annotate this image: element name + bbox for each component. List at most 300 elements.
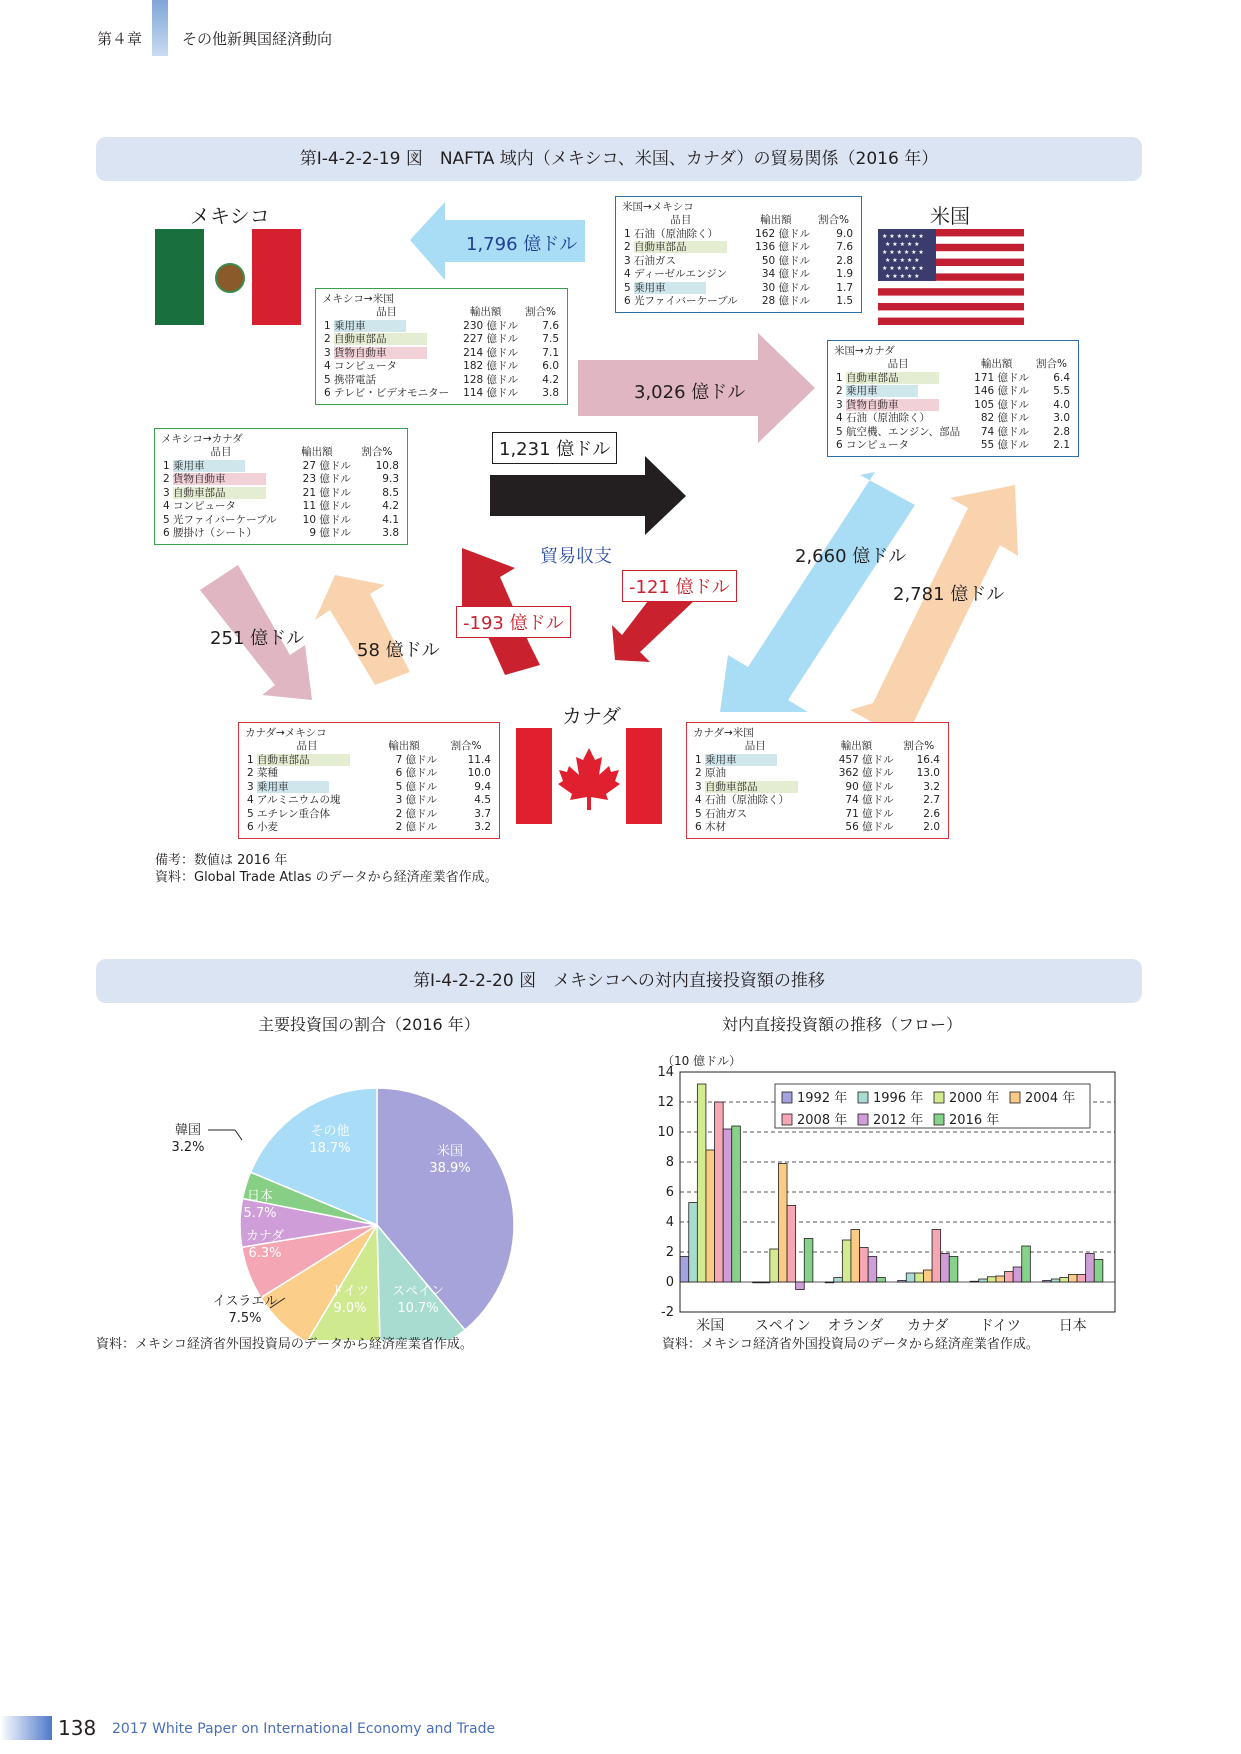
usa-flag <box>878 229 1024 325</box>
table-title: メキシコ→カナダ <box>161 433 243 445</box>
pie-label: 韓国 <box>174 1123 202 1138</box>
column-header: 割合% <box>1036 358 1068 370</box>
table-row <box>322 347 561 361</box>
cell-item: 4 石油（原油除く） <box>836 412 931 424</box>
x-tick-label: 日本 <box>1058 1318 1087 1334</box>
cell-amount: 28 億ドル <box>761 295 811 307</box>
x-tick-label: オランダ <box>827 1318 883 1334</box>
cell-item: 4 ディーゼルエンジン <box>624 268 727 280</box>
table-title: カナダ→メキシコ <box>245 727 327 739</box>
table-mexico-to-us <box>315 288 568 405</box>
legend-label: 2016 年 <box>949 1113 1000 1128</box>
arrow-us-to-canada <box>720 472 915 712</box>
cell-amount: 21 億ドル <box>302 486 351 499</box>
cell-item: 4 アルミニウムの塊 <box>247 794 341 806</box>
chapter-title: その他新興国経済動向 <box>182 30 333 48</box>
cell-share: 10.8 <box>375 459 399 472</box>
cell-share: 4.1 <box>382 513 399 526</box>
svg-text:★ ★ ★ ★ ★: ★ ★ ★ ★ ★ <box>885 273 920 280</box>
bar <box>842 1240 851 1282</box>
table-row <box>834 385 1072 399</box>
canada-flag <box>516 728 662 824</box>
bar <box>979 1279 988 1282</box>
cell-amount: 82 億ドル <box>980 412 1030 424</box>
legend-swatch <box>1010 1092 1020 1103</box>
bar <box>906 1273 915 1282</box>
cell-share: 2.1 <box>1053 439 1070 451</box>
cell-item: 6 テレビ・ビデオモニター <box>324 387 450 399</box>
trade-table <box>834 358 1072 453</box>
bar <box>1022 1246 1031 1282</box>
bar <box>1068 1275 1077 1283</box>
column-header: 割合% <box>361 446 393 458</box>
cell-share: 2.8 <box>836 254 853 267</box>
cell-share: 1.7 <box>836 281 853 294</box>
pie-value-label: 5.7% <box>243 1206 277 1221</box>
cell-item: 1 乗用車 <box>693 754 818 768</box>
table-row <box>622 255 855 269</box>
column-header: 品目 <box>210 446 232 458</box>
table-row <box>245 767 493 781</box>
cell-share: 2.7 <box>923 794 940 806</box>
x-tick-label: スペイン <box>754 1318 811 1334</box>
legend-label: 2004 年 <box>1025 1091 1076 1106</box>
bar <box>697 1084 706 1282</box>
bar-chart-title: 対内直接投資額の推移（フロー） <box>722 1015 963 1034</box>
cell-amount: 105 億ドル <box>974 398 1030 411</box>
y-tick-label: 2 <box>665 1245 674 1260</box>
trade-table <box>322 306 561 401</box>
country-name-mexico: メキシコ <box>190 204 270 228</box>
cell-item: 6 小麦 <box>247 821 279 833</box>
table-row <box>161 460 401 474</box>
label-us-to-mexico: 1,796 億ドル <box>466 234 578 255</box>
table-row <box>834 372 1072 386</box>
arrow-canada-to-mexico <box>315 575 410 685</box>
pie-chart-title: 主要投資国の割合（2016 年） <box>258 1015 480 1034</box>
cell-share: 7.5 <box>542 333 559 345</box>
bar <box>877 1278 886 1283</box>
cell-item: 3 自動車部品 <box>693 781 818 795</box>
pie-label: 日本 <box>246 1189 274 1204</box>
column-header: 割合% <box>450 740 482 752</box>
cell-item: 2 自動車部品 <box>322 333 451 347</box>
cell-share: 3.8 <box>542 387 559 399</box>
column-header: 品目 <box>887 358 909 370</box>
cell-share: 7.6 <box>542 319 559 332</box>
cell-item: 6 腰掛け（シート） <box>163 527 258 539</box>
cell-item: 3 自動車部品 <box>161 487 281 501</box>
table-title: メキシコ→米国 <box>322 293 394 305</box>
y-tick-label: 12 <box>657 1095 674 1110</box>
cell-item: 5 携帯電話 <box>324 373 377 386</box>
bar <box>1094 1260 1103 1283</box>
bar <box>868 1257 877 1283</box>
cell-amount: 3 億ドル <box>395 794 438 806</box>
cell-amount: 9 億ドル <box>309 527 351 539</box>
bar <box>778 1164 787 1283</box>
bar <box>680 1257 689 1283</box>
table-row <box>693 754 942 768</box>
cell-amount: 182 億ドル <box>463 360 519 372</box>
cell-amount: 55 億ドル <box>980 439 1030 451</box>
chart-legend <box>775 1084 1090 1128</box>
cell-amount: 50 億ドル <box>761 254 811 267</box>
cell-item: 3 石油ガス <box>624 254 677 267</box>
bar <box>923 1270 932 1282</box>
cell-share: 7.1 <box>542 346 559 359</box>
pie-value-label: 9.0% <box>333 1301 367 1316</box>
cell-share: 2.6 <box>923 807 940 820</box>
cell-item: 5 乗用車 <box>622 282 740 296</box>
cell-item: 1 乗用車 <box>322 320 451 334</box>
table-us-to-canada <box>827 340 1079 457</box>
x-tick-label: 米国 <box>696 1318 725 1334</box>
legend-swatch <box>934 1114 944 1125</box>
bar <box>689 1203 698 1283</box>
bar <box>1077 1275 1086 1283</box>
label-balance-mexico-us: 1,231 億ドル <box>492 432 617 464</box>
legend-label: 2008 年 <box>797 1113 848 1128</box>
svg-text:★ ★ ★ ★ ★ ★: ★ ★ ★ ★ ★ ★ <box>882 233 924 240</box>
cell-share: 13.0 <box>916 767 940 779</box>
x-tick-label: カナダ <box>907 1318 949 1334</box>
cell-item: 6 木材 <box>695 821 727 833</box>
pie-value-label: 7.5% <box>228 1311 262 1326</box>
cell-amount: 30 億ドル <box>761 281 811 294</box>
table-row <box>322 320 561 334</box>
cell-amount: 74 億ドル <box>980 425 1030 438</box>
cell-item: 2 自動車部品 <box>622 241 740 255</box>
label-mexico-to-us: 3,026 億ドル <box>634 382 746 403</box>
table-row <box>322 374 561 388</box>
y-tick-label: 14 <box>657 1065 674 1080</box>
legend-swatch <box>934 1092 944 1103</box>
table-row <box>834 412 1072 426</box>
column-header: 輸出額 <box>388 740 420 752</box>
cell-item: 2 乗用車 <box>834 385 962 399</box>
bar <box>732 1126 741 1282</box>
pie-label: 米国 <box>436 1144 464 1159</box>
table-row <box>693 808 942 822</box>
column-header: 輸出額 <box>301 446 333 458</box>
cell-item: 5 石油ガス <box>695 807 748 820</box>
cell-share: 9.0 <box>836 227 853 240</box>
bar <box>787 1206 796 1283</box>
cell-amount: 162 億ドル <box>755 227 811 240</box>
table-row <box>622 228 855 242</box>
table-row <box>622 282 855 296</box>
table-row <box>693 767 942 781</box>
table-row <box>161 473 401 487</box>
cell-share: 11.4 <box>467 753 491 766</box>
table-row <box>693 821 942 835</box>
cell-item: 1 乗用車 <box>161 460 281 474</box>
table-row <box>834 399 1072 413</box>
table-row <box>622 268 855 282</box>
trade-table <box>693 740 942 835</box>
table-row <box>622 295 855 309</box>
cell-item: 6 コンピュータ <box>836 439 910 451</box>
pie-value-label: 18.7% <box>309 1141 351 1156</box>
svg-text:★ ★ ★ ★ ★ ★: ★ ★ ★ ★ ★ ★ <box>882 265 924 272</box>
page-number: 138 <box>58 1716 97 1740</box>
cell-item: 4 コンピュータ <box>163 500 237 512</box>
bar <box>932 1230 941 1283</box>
cell-amount: 34 億ドル <box>761 268 811 280</box>
table-row <box>161 500 401 514</box>
cell-share: 6.0 <box>542 360 559 372</box>
legend-swatch <box>782 1114 792 1125</box>
cell-share: 4.2 <box>542 373 559 386</box>
bar <box>1043 1281 1052 1283</box>
cell-amount: 5 億ドル <box>395 780 438 793</box>
cell-amount: 214 億ドル <box>463 346 519 359</box>
cell-share: 3.0 <box>1053 412 1070 424</box>
table-row <box>322 360 561 374</box>
cell-item: 5 航空機、エンジン、部品 <box>836 425 961 438</box>
pie-value-label: 10.7% <box>397 1301 439 1316</box>
cell-amount: 7 億ドル <box>395 753 438 766</box>
cell-amount: 227 億ドル <box>463 333 519 345</box>
pie-value-label: 38.9% <box>429 1161 471 1176</box>
column-header: 輸出額 <box>760 214 792 226</box>
cell-amount: 56 億ドル <box>845 821 894 833</box>
bar <box>1013 1267 1022 1282</box>
cell-item: 2 貨物自動車 <box>161 473 281 487</box>
bar <box>761 1282 770 1283</box>
label-us-to-canada: 2,660 億ドル <box>795 546 907 567</box>
y-tick-label: 4 <box>665 1215 674 1230</box>
table-row <box>161 527 401 541</box>
footer-accent-bar <box>0 1716 52 1740</box>
table-canada-to-mexico <box>238 722 500 839</box>
svg-text:★ ★ ★ ★ ★: ★ ★ ★ ★ ★ <box>885 257 920 264</box>
cell-share: 4.2 <box>382 500 399 512</box>
column-header: 輸出額 <box>469 306 502 318</box>
pie-label: ドイツ <box>330 1284 370 1299</box>
bar <box>715 1102 724 1282</box>
cell-share: 16.4 <box>916 753 940 766</box>
bar <box>898 1281 907 1283</box>
cell-share: 4.5 <box>474 794 491 806</box>
cell-amount: 230 億ドル <box>463 319 519 332</box>
trade-table <box>245 740 493 835</box>
pie-source-note: 資料：メキシコ経済省外国投資局のデータから経済産業省作成。 <box>96 1337 473 1352</box>
svg-text:★ ★ ★ ★ ★ ★: ★ ★ ★ ★ ★ ★ <box>882 249 924 256</box>
note-remarks: 備考：数値は 2016 年 <box>155 853 288 868</box>
bar <box>796 1282 805 1290</box>
cell-share: 1.9 <box>836 268 853 280</box>
column-header: 品目 <box>744 740 766 752</box>
cell-item: 1 石油（原油除く） <box>624 227 719 240</box>
cell-amount: 90 億ドル <box>845 780 894 793</box>
table-row <box>622 241 855 255</box>
x-tick-label: ドイツ <box>979 1318 1021 1334</box>
country-name-usa: 米国 <box>930 204 970 228</box>
bar <box>1051 1279 1060 1282</box>
trade-table <box>622 214 855 309</box>
table-title: カナダ→米国 <box>693 727 754 739</box>
column-header: 割合% <box>818 214 849 226</box>
cell-amount: 114 億ドル <box>463 387 519 399</box>
cell-item: 2 菜種 <box>247 767 279 779</box>
bar-source-note: 資料：メキシコ経済省外国投資局のデータから経済産業省作成。 <box>662 1337 1039 1352</box>
cell-share: 3.2 <box>474 821 491 833</box>
chapter-label: 第４章 <box>97 30 143 48</box>
table-row <box>693 794 942 808</box>
legend-swatch <box>782 1092 792 1103</box>
cell-share: 8.5 <box>382 486 399 499</box>
bar <box>996 1276 1005 1282</box>
bar <box>770 1249 779 1282</box>
cell-item: 5 光ファイバーケーブル <box>163 513 277 526</box>
cell-amount: 6 億ドル <box>395 767 438 779</box>
cell-share: 2.0 <box>923 821 940 833</box>
table-row <box>322 387 561 401</box>
cell-item: 1 自動車部品 <box>834 372 962 386</box>
footer-publication-title: 2017 White Paper on International Economy and Trade <box>112 1721 496 1737</box>
cell-share: 9.3 <box>382 473 399 485</box>
column-header: 割合% <box>903 740 935 752</box>
eagle-emblem-icon <box>215 263 245 293</box>
figure-19-title: 第Ⅰ-4-2-2-19 図 NAFTA 域内（メキシコ、米国、カナダ）の貿易関係（2016 年） <box>96 137 1142 181</box>
cell-amount: 11 億ドル <box>302 500 351 512</box>
figure-20-title: 第Ⅰ-4-2-2-20 図 メキシコへの対内直接投資額の推移 <box>96 959 1142 1003</box>
table-row <box>245 821 493 835</box>
legend-swatch <box>858 1092 868 1103</box>
mexico-flag <box>155 229 301 325</box>
bar <box>804 1239 813 1283</box>
bar <box>915 1273 924 1282</box>
cell-share: 3.7 <box>474 807 491 820</box>
table-row <box>161 514 401 528</box>
bar <box>1086 1254 1095 1283</box>
column-header: 品目 <box>296 740 318 752</box>
legend-swatch <box>858 1114 868 1125</box>
legend-label: 2000 年 <box>949 1091 1000 1106</box>
pie-value-label: 6.3% <box>248 1246 282 1261</box>
cell-amount: 10 億ドル <box>302 513 351 526</box>
cell-share: 5.5 <box>1053 385 1070 397</box>
table-us-to-mexico <box>615 196 862 313</box>
bar <box>834 1278 843 1283</box>
label-trade-balance: 貿易収支 <box>540 546 612 567</box>
cell-share: 10.0 <box>467 767 491 779</box>
label-mexico-to-canada: 251 億ドル <box>210 628 305 649</box>
table-row <box>834 426 1072 440</box>
y-tick-label: -2 <box>661 1305 674 1320</box>
note-source: 資料：Global Trade Atlas のデータから経済産業省作成。 <box>155 870 498 885</box>
cell-item: 2 原油 <box>695 767 727 779</box>
table-canada-to-us <box>686 722 949 839</box>
cell-item: 4 石油（原油除く） <box>695 794 790 806</box>
y-tick-label: 0 <box>665 1275 674 1290</box>
cell-amount: 146 億ドル <box>974 385 1030 397</box>
cell-amount: 362 億ドル <box>838 767 894 779</box>
arrow-balance-mexico-us <box>490 456 686 535</box>
investor-share-pie-chart <box>150 1040 550 1340</box>
y-tick-label: 10 <box>657 1125 674 1140</box>
column-header: 輸出額 <box>980 358 1013 370</box>
cell-item: 1 自動車部品 <box>245 754 369 768</box>
cell-amount: 128 億ドル <box>463 373 519 386</box>
table-row <box>245 781 493 795</box>
table-mexico-to-canada <box>154 428 408 545</box>
table-row <box>245 808 493 822</box>
table-row <box>322 333 561 347</box>
bar <box>723 1129 732 1282</box>
cell-item: 4 コンピュータ <box>324 360 398 372</box>
cell-share: 1.5 <box>836 295 853 307</box>
table-row <box>161 487 401 501</box>
bar <box>987 1277 996 1282</box>
pie-label: その他 <box>310 1124 350 1139</box>
bar <box>1060 1278 1069 1283</box>
cell-share: 4.0 <box>1053 398 1070 411</box>
cell-amount: 2 億ドル <box>395 807 438 820</box>
cell-amount: 457 億ドル <box>838 753 894 766</box>
column-header: 品目 <box>376 306 398 318</box>
legend-label: 1992 年 <box>797 1091 848 1106</box>
pie-label: イスラエル <box>212 1294 278 1309</box>
cell-item: 3 貨物自動車 <box>322 347 451 361</box>
cell-item: 3 乗用車 <box>245 781 369 795</box>
label-canada-to-us: 2,781 億ドル <box>893 584 1005 605</box>
y-tick-label: 6 <box>665 1185 674 1200</box>
cell-share: 9.4 <box>474 780 491 793</box>
table-title: 米国→メキシコ <box>622 201 694 213</box>
bar <box>825 1282 834 1283</box>
bar <box>970 1281 979 1282</box>
cell-amount: 171 億ドル <box>974 371 1030 384</box>
cell-amount: 23 億ドル <box>302 473 351 485</box>
label-canada-to-mexico: 58 億ドル <box>357 640 440 661</box>
cell-share: 7.6 <box>836 241 853 253</box>
y-axis-unit-label: （10 億ドル） <box>662 1054 742 1068</box>
pie-value-label: 3.2% <box>171 1140 205 1155</box>
country-name-canada: カナダ <box>562 704 621 728</box>
label-balance-mexico-canada: -193 億ドル <box>456 606 571 638</box>
legend-label: 1996 年 <box>873 1091 924 1106</box>
fdi-trend-bar-chart <box>640 1040 1140 1340</box>
cell-amount: 2 億ドル <box>395 821 438 833</box>
table-row <box>834 439 1072 453</box>
cell-item: 5 エチレン重合体 <box>247 807 331 820</box>
cell-amount: 27 億ドル <box>302 459 351 472</box>
bar <box>949 1257 958 1283</box>
bar <box>941 1254 950 1283</box>
cell-share: 3.8 <box>382 527 399 539</box>
bar <box>1005 1272 1014 1283</box>
cell-share: 3.2 <box>923 780 940 793</box>
trade-table <box>161 446 401 541</box>
column-header: 品目 <box>670 214 692 226</box>
svg-text:★ ★ ★ ★ ★: ★ ★ ★ ★ ★ <box>885 241 920 248</box>
bar <box>860 1248 869 1283</box>
y-tick-label: 8 <box>665 1155 674 1170</box>
label-balance-us-canada: -121 億ドル <box>622 570 737 602</box>
bar <box>753 1282 762 1283</box>
table-row <box>245 754 493 768</box>
cell-amount: 71 億ドル <box>845 807 894 820</box>
pie-label: スペイン <box>391 1284 445 1299</box>
column-header: 割合% <box>525 306 557 318</box>
table-title: 米国→カナダ <box>834 345 895 357</box>
pie-leader-line <box>235 1130 242 1140</box>
table-row <box>693 781 942 795</box>
bar <box>851 1230 860 1283</box>
